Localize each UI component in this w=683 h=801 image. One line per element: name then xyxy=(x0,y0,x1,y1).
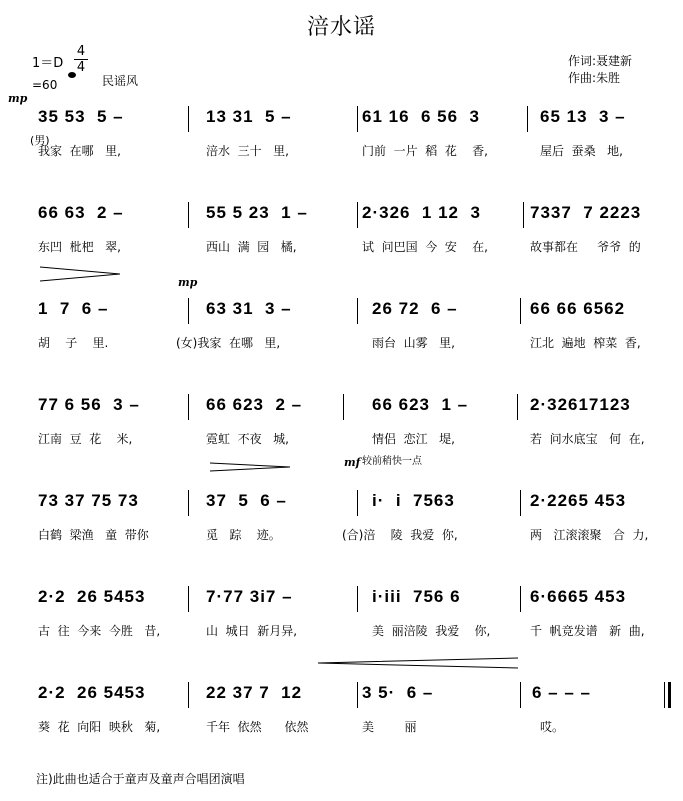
key-signature: 1＝D xyxy=(32,56,64,71)
measure: 61 16 6 56 3 xyxy=(362,107,480,126)
style-marking: 民谣风 xyxy=(102,74,139,88)
barline xyxy=(188,586,189,612)
lyric-line: 白鹤 梁渔 童 带你 xyxy=(38,528,149,542)
dynamic-mf: mf xyxy=(344,456,361,469)
lyric-line: 古 往 今来 今胜 昔, xyxy=(38,624,161,638)
lyric-line: 东凹 枇杷 翠, xyxy=(38,240,121,254)
barline xyxy=(520,682,521,708)
score-system-7 xyxy=(0,680,683,740)
measure: 65 13 3 – xyxy=(540,107,626,126)
measure: 6 – – – xyxy=(532,683,591,702)
lyric-line: 雨台 山雾 里, xyxy=(372,336,455,350)
time-denominator: 4 xyxy=(76,60,86,75)
barline xyxy=(188,106,189,132)
measure: 35 53 5 – xyxy=(38,107,124,126)
lyric-line: 情侣 恋江 堤, xyxy=(372,432,455,446)
decrescendo-hairpin xyxy=(40,266,120,282)
footnote: 注)此曲也适合于童声及童声合唱团演唱 xyxy=(36,772,245,786)
measure: 66 63 2 – xyxy=(38,203,124,222)
measure: 37 5 6 – xyxy=(206,491,287,510)
lyric-line: 胡 子 里. xyxy=(38,336,109,350)
lyric-line: (女)我家 在哪 里, xyxy=(176,336,281,350)
barline xyxy=(343,394,344,420)
barline xyxy=(357,490,358,516)
measure: 2·2 26 5453 xyxy=(38,683,146,702)
measure: 7·77 3i7 – xyxy=(206,587,293,606)
barline xyxy=(188,682,189,708)
lyric-line: 涪水 三十 里, xyxy=(206,144,289,158)
score-system-1 xyxy=(0,104,683,164)
lyric-line: 千年 依然 依然 xyxy=(206,720,309,734)
score-system-6 xyxy=(0,584,683,644)
measure: 2·32617123 xyxy=(530,395,631,414)
barline xyxy=(188,490,189,516)
measure: 73 37 75 73 xyxy=(38,491,139,510)
time-numerator: 4 xyxy=(76,44,86,59)
crescendo-hairpin xyxy=(318,654,518,666)
measure: 3 5· 6 – xyxy=(362,683,434,702)
lyric-line: 江北 遍地 榨菜 香, xyxy=(530,336,641,350)
lyric-line: 试 问巴国 今 安 在, xyxy=(362,240,488,254)
lyric-line: 葵 花 向阳 映秋 菊, xyxy=(38,720,161,734)
measure: 2·2 26 5453 xyxy=(38,587,146,606)
quarter-note-icon xyxy=(68,72,76,78)
measure: 22 37 7 12 xyxy=(206,683,303,702)
time-signature xyxy=(74,44,88,75)
lyric-line: 霓虹 不夜 城, xyxy=(206,432,289,446)
measure: 2·2265 453 xyxy=(530,491,627,510)
dynamic-mp-1: mp xyxy=(8,92,28,105)
lyricist-credit: 作词:聂建新 xyxy=(568,54,633,68)
barline xyxy=(523,202,524,228)
measure: i· i 7563 xyxy=(372,491,455,510)
measure: 63 31 3 – xyxy=(206,299,292,318)
barline xyxy=(520,490,521,516)
measure: 7337 7 2223 xyxy=(530,203,642,222)
composer-credit: 作曲:朱胜 xyxy=(568,71,621,85)
score-system-2 xyxy=(0,200,683,260)
barline xyxy=(357,298,358,324)
barline xyxy=(357,106,358,132)
lyric-line: 千 帆竞发谱 新 曲, xyxy=(530,624,645,638)
measure: 66 66 6562 xyxy=(530,299,626,318)
lyric-line: 觅 踪 迹。 xyxy=(206,528,281,542)
decrescendo-hairpin xyxy=(210,457,290,467)
dynamic-mp-2: mp xyxy=(178,276,198,289)
lyric-line: 美 丽 xyxy=(362,720,417,734)
barline xyxy=(520,298,521,324)
measure: 2·326 1 12 3 xyxy=(362,203,481,222)
measure: 6·6665 453 xyxy=(530,587,627,606)
score-system-4 xyxy=(0,392,683,452)
lyric-line: 两 江滚滚聚 合 力, xyxy=(530,528,649,542)
barline xyxy=(520,586,521,612)
measure: 26 72 6 – xyxy=(372,299,458,318)
barline xyxy=(357,682,358,708)
final-barline-thick xyxy=(668,682,671,708)
measure: i·iii 756 6 xyxy=(372,587,461,606)
lyric-line: 美 丽涪陵 我爱 你, xyxy=(372,624,491,638)
measure: 66 623 2 – xyxy=(206,395,303,414)
lyric-line: 山 城日 新月异, xyxy=(206,624,298,638)
lyric-line: 江南 豆 花 米, xyxy=(38,432,133,446)
measure: 1 7 6 – xyxy=(38,299,109,318)
barline xyxy=(188,298,189,324)
barline xyxy=(357,586,358,612)
tempo-change-note: 较前稍快一点 xyxy=(362,456,422,467)
barline xyxy=(517,394,518,420)
lyric-line: 我家 在哪 里, xyxy=(38,144,121,158)
measure: 66 623 1 – xyxy=(372,395,469,414)
lyric-line: (合)涪 陵 我爱 你, xyxy=(342,528,458,542)
measure: 77 6 56 3 – xyxy=(38,395,140,414)
measure: 55 5 23 1 – xyxy=(206,203,308,222)
lyric-line: 西山 满 园 橘, xyxy=(206,240,297,254)
lyric-line: 若 问水底宝 何 在, xyxy=(530,432,645,446)
lyric-line: 哎。 xyxy=(540,720,565,734)
lyric-line: 故事都在 爷爷 的 xyxy=(530,240,641,254)
final-barline-thin xyxy=(664,682,665,708)
barline xyxy=(188,202,189,228)
score-system-3 xyxy=(0,296,683,356)
score-system-5 xyxy=(0,488,683,548)
voice-male-label: (男) xyxy=(30,134,50,147)
barline xyxy=(188,394,189,420)
lyric-line: 门前 一片 稻 花 香, xyxy=(362,144,488,158)
tempo-marking xyxy=(32,78,57,92)
song-title: 涪水谣 xyxy=(306,15,376,40)
lyric-line: 屋后 蚕桑 地, xyxy=(540,144,623,158)
barline xyxy=(527,106,528,132)
barline xyxy=(357,202,358,228)
measure: 13 31 5 – xyxy=(206,107,292,126)
tempo-value: =60 xyxy=(32,78,58,92)
